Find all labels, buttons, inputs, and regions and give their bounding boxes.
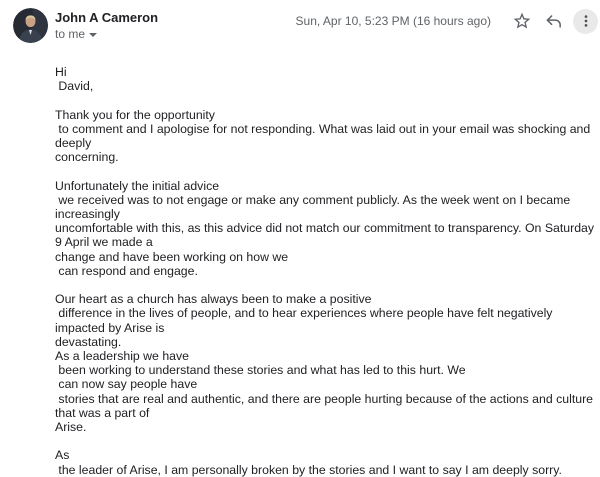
sender-avatar[interactable] — [13, 8, 48, 43]
body-line: Thank you for the opportunity — [55, 107, 215, 122]
more-options-button[interactable] — [573, 9, 598, 34]
body-line: Arise. — [55, 420, 87, 435]
body-line: can now say people have — [55, 377, 198, 392]
sender-block — [55, 10, 158, 41]
body-line: to comment and I apologise for not responding. What was laid out in your email was shocking and deeply — [55, 121, 594, 150]
body-line — [55, 278, 598, 292]
recipient-dropdown[interactable] — [55, 27, 158, 41]
body-line — [55, 164, 598, 178]
body-line: uncomfortable with this, as this advice did not match our commitment to transparency. On Saturday 9 April we made a — [55, 221, 598, 250]
more-vert-icon — [578, 13, 594, 29]
body-line: devastating. — [55, 334, 122, 349]
body-line: we received was to not engage or make any comment publicly. As the week went on I became increasingly — [55, 192, 574, 221]
body-line — [55, 434, 598, 448]
body-line — [55, 93, 598, 107]
chevron-down-icon — [89, 33, 97, 37]
body-line: difference in the lives of people, and to hear experiences where people have felt negatively impacted by Arise is — [55, 306, 556, 335]
body-line: Unfortunately the initial advice — [55, 178, 220, 193]
body-line: Hi — [55, 65, 67, 79]
avatar-photo — [13, 8, 48, 43]
star-icon — [512, 11, 532, 31]
reply-icon — [544, 12, 563, 31]
email-body — [55, 65, 598, 477]
body-line: stories that are real and authentic, and there are people hurting because of the actions and culture that was a part of — [55, 391, 597, 420]
body-line: the leader of Arise, I am personally broken by the stories and I want to say I am deeply sorry. — [55, 462, 562, 477]
body-line: David, — [55, 79, 94, 94]
header-actions — [296, 8, 598, 34]
star-button[interactable] — [510, 9, 534, 33]
body-line: change and have been working on how we — [55, 249, 289, 264]
body-line: can respond and engage. — [55, 263, 198, 278]
body-line: concerning. — [55, 150, 119, 165]
body-line: Our heart as a church has always been to make a positive — [55, 292, 372, 307]
sender-name[interactable]: John A Cameron — [55, 10, 159, 25]
body-line: As a leadership we have — [55, 349, 189, 364]
recipient-label: to me — [55, 27, 86, 41]
body-line: As — [55, 448, 70, 463]
email-header — [0, 0, 600, 48]
body-line: been working to understand these stories and what has led to this hurt. We — [55, 363, 466, 378]
reply-button[interactable] — [541, 9, 565, 33]
timestamp: Sun, Apr 10, 5:23 PM (16 hours ago) — [295, 14, 491, 28]
